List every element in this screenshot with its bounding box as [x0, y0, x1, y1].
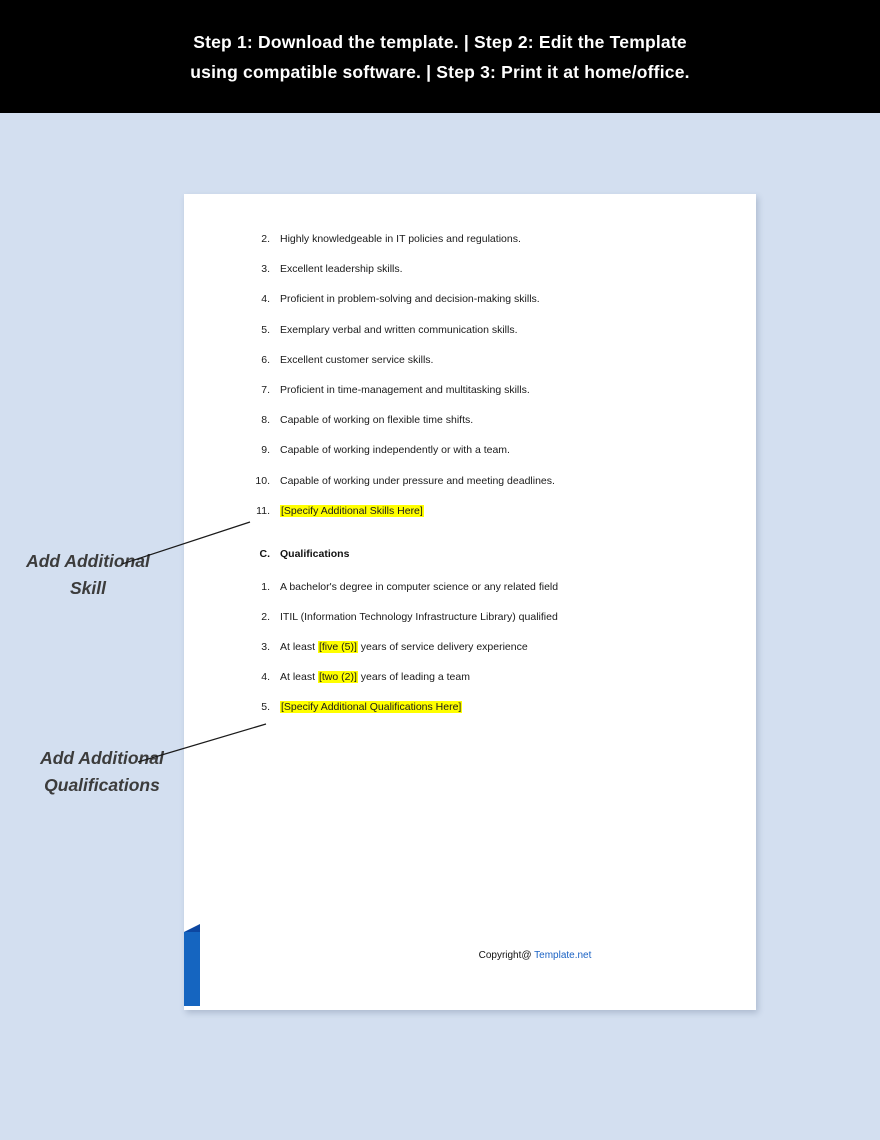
list-item: [244, 232, 714, 246]
list-item-text: ITIL (Information Technology Infrastructure Library) qualified: [280, 610, 558, 623]
list-item-text-pre: At least: [280, 641, 318, 654]
list-item-text: Excellent customer service skills.: [280, 353, 434, 366]
list-item-number: 4.: [261, 671, 270, 684]
template-net-link[interactable]: Template.net: [534, 950, 592, 961]
list-item-text-pre: At least: [280, 671, 318, 684]
list-item-number: 1.: [261, 580, 270, 593]
annotation-add-additional-skill: Add Additional Skill: [26, 551, 150, 598]
list-item-text-post: years of service delivery experience: [357, 641, 528, 654]
document-page: [184, 194, 756, 1010]
list-item: [244, 610, 714, 624]
list-item-number: 3.: [261, 641, 270, 654]
instructions-text: Step 1: Download the template. | Step 2: Edit the Template using compatible software. | Step 3: Print it at home/office.: [190, 31, 690, 82]
blue-corner-tab: [184, 932, 200, 1006]
list-item-number: 5.: [261, 701, 270, 714]
list-item-text-post: years of leading a team: [357, 671, 470, 684]
list-item: [244, 443, 714, 457]
list-item-text: Capable of working independently or with a team.: [280, 444, 510, 457]
list-item-text: Highly knowledgeable in IT policies and regulations.: [280, 233, 521, 245]
additional-qualification-placeholder[interactable]: [Specify Additional Qualifications Here]: [281, 701, 462, 714]
list-item-text: Proficient in problem-solving and decision-making skills.: [280, 293, 540, 306]
list-item: [244, 292, 714, 306]
list-item: [244, 474, 714, 488]
list-item: [244, 383, 714, 397]
list-item-text: Exemplary verbal and written communication skills.: [280, 323, 518, 336]
annotation-add-additional-qualification: Add Additional Qualifications: [40, 748, 164, 795]
list-item-number: 11.: [256, 504, 270, 517]
list-item-text: Capable of working under pressure and meeting deadlines.: [280, 474, 555, 487]
list-item-number: 2.: [261, 233, 270, 245]
qualifications-list: [244, 580, 714, 715]
list-item-number: 10.: [255, 474, 270, 487]
list-item-additional-skill[interactable]: [244, 504, 714, 518]
document-content: [244, 232, 714, 731]
list-item: [244, 413, 714, 427]
footer: [184, 950, 756, 961]
list-item-number: 8.: [261, 414, 270, 427]
list-item-number: 7.: [261, 383, 270, 396]
section-letter: C.: [259, 547, 270, 560]
list-item-additional-qualification[interactable]: [244, 700, 714, 714]
copyright-text: Copyright@: [478, 950, 535, 961]
list-item-number: 5.: [261, 323, 270, 336]
list-item-number: 4.: [261, 293, 270, 306]
list-item-number: 6.: [261, 353, 270, 366]
skills-list: [244, 232, 714, 518]
editable-field-years-service[interactable]: [five (5)]: [318, 641, 357, 654]
list-item: [244, 323, 714, 337]
list-item-number: 3.: [261, 263, 270, 276]
list-item: [244, 670, 714, 684]
list-item-number: 2.: [261, 610, 270, 623]
list-item-text: Capable of working on flexible time shifts.: [280, 414, 474, 427]
list-item: [244, 640, 714, 654]
list-item: [244, 353, 714, 367]
list-item-text: Proficient in time-management and multitasking skills.: [280, 383, 530, 396]
instructions-banner: [0, 0, 880, 113]
list-item-text: Excellent leadership skills.: [280, 263, 403, 276]
section-title: Qualifications: [280, 547, 350, 560]
editable-field-years-leading[interactable]: [two (2)]: [318, 671, 357, 684]
list-item-text: A bachelor's degree in computer science or any related field: [280, 580, 559, 593]
list-item: [244, 262, 714, 276]
section-heading-qualifications: [244, 548, 714, 560]
additional-skill-placeholder[interactable]: [Specify Additional Skills Here]: [281, 504, 423, 517]
list-item-number: 9.: [261, 444, 270, 457]
list-item: [244, 580, 714, 594]
